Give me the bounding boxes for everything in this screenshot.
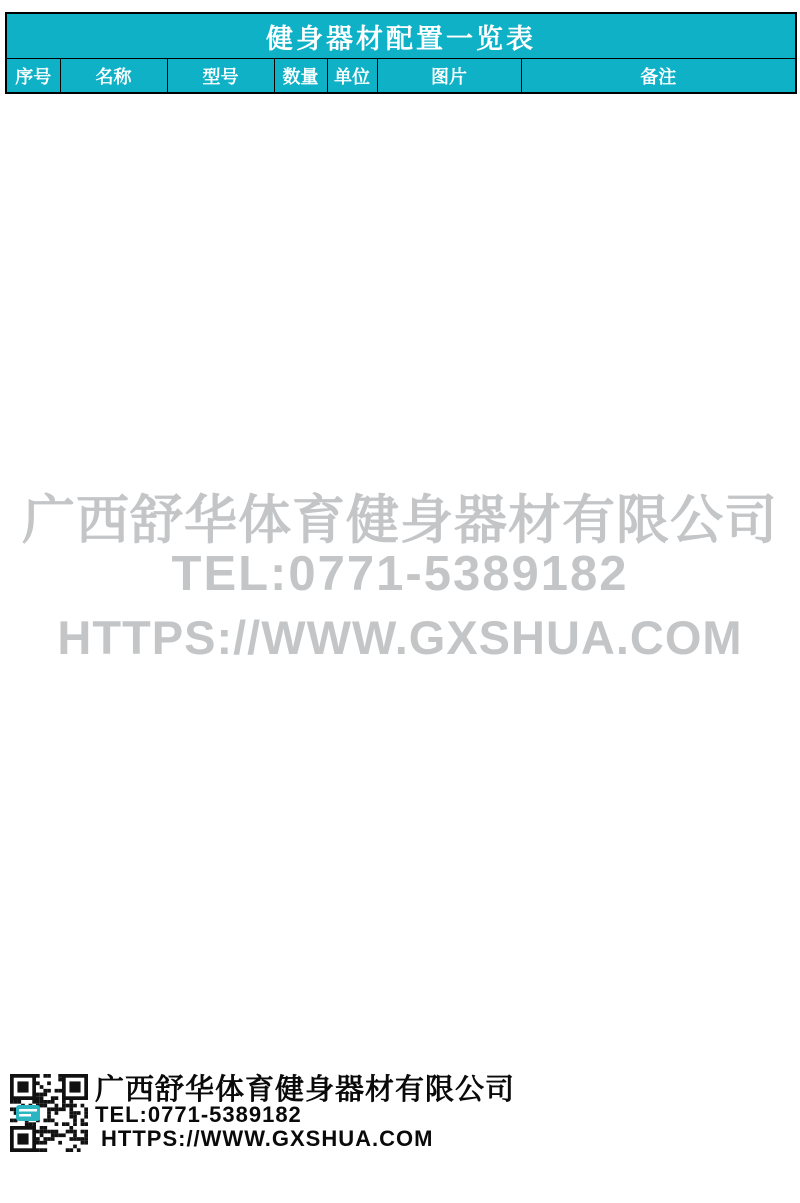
column-header-row xyxy=(6,59,796,94)
footer-company: 广西舒华体育健身器材有限公司 xyxy=(95,1074,516,1106)
column-header-3: 数量 xyxy=(274,59,327,94)
page-title: 健身器材配置一览表 xyxy=(6,13,796,59)
column-header-6: 备注 xyxy=(521,59,796,94)
column-header-4: 单位 xyxy=(327,59,377,94)
watermark-company: 广西舒华体育健身器材有限公司 xyxy=(22,491,778,550)
column-header-0: 序号 xyxy=(6,59,60,94)
title-row xyxy=(6,13,796,59)
column-header-1: 名称 xyxy=(60,59,167,94)
qr-code xyxy=(10,1074,88,1152)
footer-tel: TEL:0771-5389182 xyxy=(95,1102,302,1127)
footer-url: HTTPS://WWW.GXSHUA.COM xyxy=(101,1126,434,1151)
watermark-tel: TEL:0771-5389182 xyxy=(171,547,629,601)
column-header-5: 图片 xyxy=(377,59,521,94)
watermark-url: HTTPS://WWW.GXSHUA.COM xyxy=(57,611,743,664)
equipment-table xyxy=(5,12,797,94)
column-header-2: 型号 xyxy=(167,59,274,94)
